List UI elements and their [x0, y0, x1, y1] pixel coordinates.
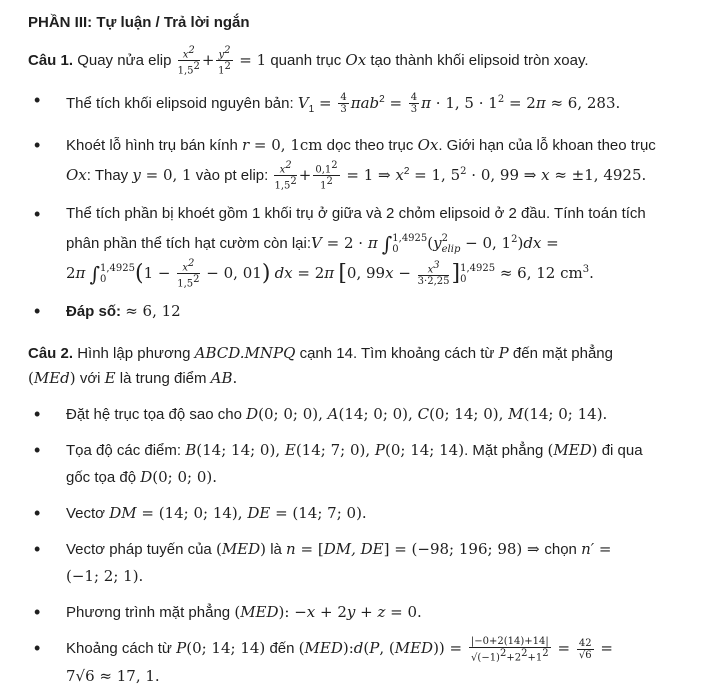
list-item: • Vectơ pháp tuyến của (MED) là n = [DM, DE] = (−98; 196; 98) ⇒ chọn n′ = (−1; 2; 1). — [28, 536, 696, 590]
q2-list — [28, 401, 696, 690]
question-2: Câu 2. Hình lập phương ABCD.MNPQ cạnh 14. Tìm khoảng cách từ P đến mặt phẳng (MEd) với E là trung điểm AB. — [28, 344, 613, 388]
list-item: • Khoét lỗ hình trụ bán kính r = 0, 1cm dọc theo trục Ox. Giới hạn của lỗ khoan theo trục Ox: Thay y = 0, 1 vào pt elip: $\frac{x^2}{1,5^2}$ + $\frac{0,1^2}{1^2}$ = 1 ⇒ $x^2 = 1$, $5^2 \cdot 0$, 99 ⇒ x ≈ ±1, 4925. — [28, 132, 696, 192]
list-item: • Khoảng cách từ P(0; 14; 14) đến (MED):d(P, (MED)) = $\frac{|-0+2(14)+14|}{√(-1)^2+2^2+1^2}$ = $\frac{42}{√6}$ = 7√6 ≈ 17, 1. — [28, 635, 696, 690]
q1-text: Quay nửa elip — [77, 51, 172, 69]
section-title: PHẦN III: Tự luận / Trả lời ngắn — [28, 14, 250, 31]
list-item: • Đáp số: ≈ 6, 12 — [28, 298, 696, 325]
q1-list — [28, 87, 696, 326]
list-item: • Thể tích phần bị khoét gồm 1 khối trụ ở giữa và 2 chỏm elipsoid ở 2 đầu. Tính toán tích phân phần thể tích hạt cườm còn lại:V = 2 · π ∫ 1,4925 0 (y 2 elip − 0, $1^2)dx$ = 2π ∫ 1,4925 0 (1 − $\frac{x^2}{1,5^2}$ − 0, 01) dx = 2π [0, 99x − $\frac{x^3}{3\cdot 2,25}$ ] 1,4925 0 ≈ 6, 12 $cm^3$. — [28, 201, 696, 290]
list-item: • Thể tích khối elipsoid nguyên bản: $V_1$ = $\frac{4}{3}$ πab$^2$ = $\frac{4}{3}$ π · 1, $5 \cdot 1^2 = 2\pi \approx 6$, 283. — [28, 87, 696, 123]
q1-label: Câu 1. — [28, 51, 74, 69]
list-item: • Vectơ DM = (14; 0; 14), DE = (14; 7; 0). — [28, 500, 696, 527]
list-item: • Đặt hệ trục tọa độ sao cho D(0; 0; 0), A(14; 0; 0), C(0; 14; 0), M(14; 0; 14). — [28, 401, 696, 428]
list-item: • Phương trình mặt phẳng (MED): −x + 2y + z = 0. — [28, 599, 696, 626]
question-1: Câu 1. Quay nửa elip $\frac{x^2}{1,5^2}$ + $\frac{y^2}{1^2}$ = 1 quanh trục Ox tạo thành khối elipsoid tròn xoay. — [28, 45, 589, 77]
q2-label: Câu 2. — [28, 345, 74, 363]
list-item: • Tọa độ các điểm: B(14; 14; 0), E(14; 7; 0), P(0; 14; 14). Mặt phẳng (MED) đi qua gốc tọa độ D(0; 0; 0). — [28, 437, 696, 491]
